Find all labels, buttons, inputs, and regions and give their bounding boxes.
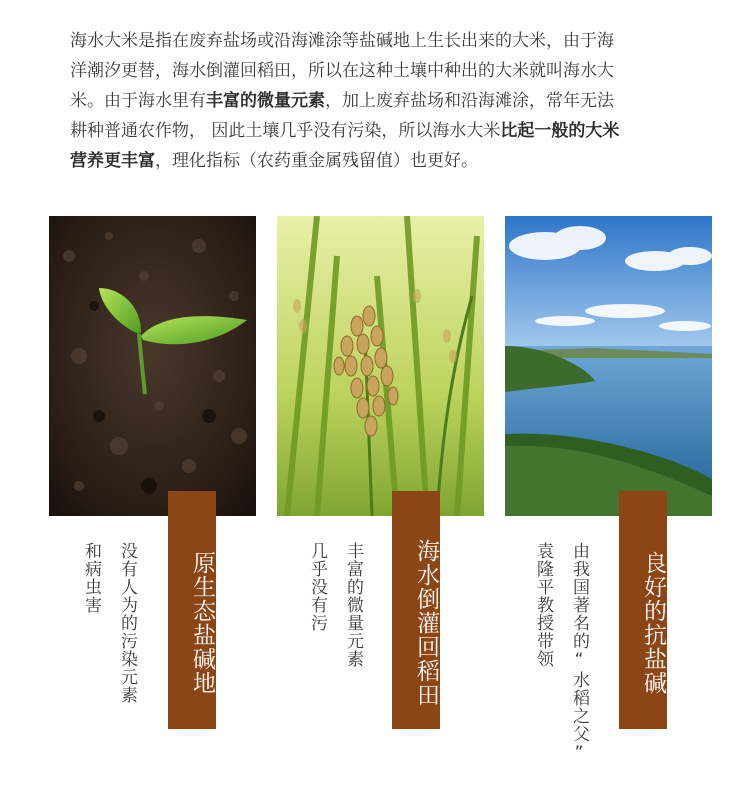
soil-seedling-photo [49, 216, 256, 516]
intro-line [70, 116, 720, 146]
intro-text: ，加上废弃盐场和沿海滩涂，常年无法 [325, 91, 614, 111]
intro-text: 耕种普通农作物， 因此土壤几乎没有污染，所以海水大米 [70, 121, 501, 141]
intro-highlight: 比起一般的大米 [500, 121, 620, 141]
lake-landscape-photo [505, 216, 712, 516]
rice-ear-photo [277, 216, 484, 516]
feature-banner: 原生态盐碱地 [168, 491, 216, 729]
feature-caption: 由我国著名的“水稻之父” [569, 542, 589, 764]
intro-highlight: 营养更丰富 [70, 151, 155, 171]
intro-text: 洋潮汐更替，海水倒灌回稻田，所以在这种土壤中种出的大米就叫海水大 [70, 61, 614, 81]
feature-caption: 没有人为的污染元素 [117, 542, 137, 704]
intro-line [70, 146, 720, 176]
feature-caption: 几乎没有污 [307, 542, 327, 632]
intro-line [70, 56, 720, 86]
feature-caption: 和病虫害 [81, 542, 101, 614]
intro-highlight: 丰富的微量元素 [206, 91, 325, 111]
intro-line [70, 26, 720, 56]
feature-caption: 袁隆平教授带领 [533, 542, 553, 668]
intro-text: 海水大米是指在废弃盐场或沿海滩涂等盐碱地上生长出来的大米，由于海 [70, 31, 614, 51]
intro-text: 米。由于海水里有 [70, 91, 206, 111]
feature-caption: 丰富的微量元素 [343, 542, 363, 668]
feature-banner: 良好的抗盐碱 [619, 491, 667, 729]
intro-text: ，理化指标（农药重金属残留值）也更好。 [155, 151, 478, 171]
intro-line [70, 86, 720, 116]
intro-paragraph [70, 26, 720, 176]
feature-banner: 海水倒灌回稻田 [392, 491, 440, 729]
